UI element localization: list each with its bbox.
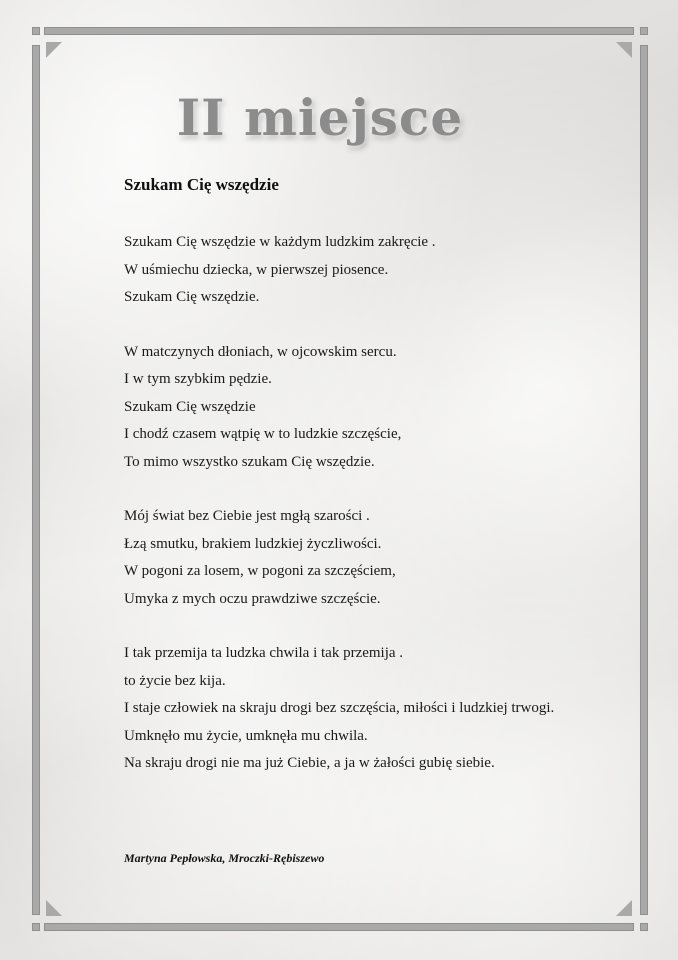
poem-line: Szukam Cię wszędzie. bbox=[124, 289, 260, 305]
poem-title: Szukam Cię wszędzie bbox=[124, 175, 279, 194]
stanza-4 bbox=[124, 640, 624, 778]
poem-line: Łzą smutku, brakiem ludzkiej życzliwości. bbox=[124, 535, 382, 552]
poem-line: Szukam Cię wszędzie w każdym ludzkim zakręcie . bbox=[124, 234, 436, 250]
author-signature: Martyna Pepłowska, Mroczki-Rębiszewo bbox=[124, 851, 325, 865]
poem-line: I tak przemija ta ludzka chwila i tak przemija . bbox=[124, 645, 404, 661]
frame-corner-top-left bbox=[32, 27, 40, 35]
frame-left bbox=[32, 45, 40, 915]
poem-line: I w tym szybkim pędzie. bbox=[124, 371, 272, 387]
corner-ornament-top-right bbox=[616, 42, 632, 58]
poem-line: I staje człowiek na skraju drogi bez szczęścia, miłości i ludzkiej trwogi. bbox=[124, 700, 555, 716]
stanza-2 bbox=[124, 339, 624, 477]
stanza-1 bbox=[124, 229, 624, 312]
stanza-3 bbox=[124, 503, 624, 613]
frame-corner-top-right bbox=[640, 27, 648, 35]
poem-line: Na skraju drogi nie ma już Ciebie, a ja w żałości gubię siebie. bbox=[124, 755, 495, 771]
frame-top bbox=[44, 27, 634, 35]
corner-ornament-top-left bbox=[46, 42, 62, 58]
frame-corner-bottom-right bbox=[640, 923, 648, 931]
place-heading: II miejsce bbox=[176, 88, 464, 147]
poem-body bbox=[124, 229, 624, 778]
poem-line: W matczynych dłoniach, w ojcowskim sercu. bbox=[124, 343, 397, 360]
poem-line: W pogoni za losem, w pogoni za szczęściem, bbox=[124, 563, 396, 579]
poem-line: W uśmiechu dziecka, w pierwszej piosence. bbox=[124, 261, 389, 278]
poem-line: I chodź czasem wątpię w to ludzkie szczęście, bbox=[124, 426, 402, 442]
poem-line: Umknęło mu życie, umknęła mu chwila. bbox=[124, 727, 368, 744]
frame-corner-bottom-left bbox=[32, 923, 40, 931]
corner-ornament-bottom-left bbox=[46, 900, 62, 916]
frame-right bbox=[640, 45, 648, 915]
corner-ornament-bottom-right bbox=[616, 900, 632, 916]
poem-line: Umyka z mych oczu prawdziwe szczęście. bbox=[124, 590, 381, 607]
poem-line: To mimo wszystko szukam Cię wszędzie. bbox=[124, 453, 375, 470]
poem-line: to życie bez kija. bbox=[124, 672, 226, 689]
frame-bottom bbox=[44, 923, 634, 931]
poem-line: Szukam Cię wszędzie bbox=[124, 398, 256, 415]
poem-line: Mój świat bez Ciebie jest mgłą szarości . bbox=[124, 508, 370, 524]
